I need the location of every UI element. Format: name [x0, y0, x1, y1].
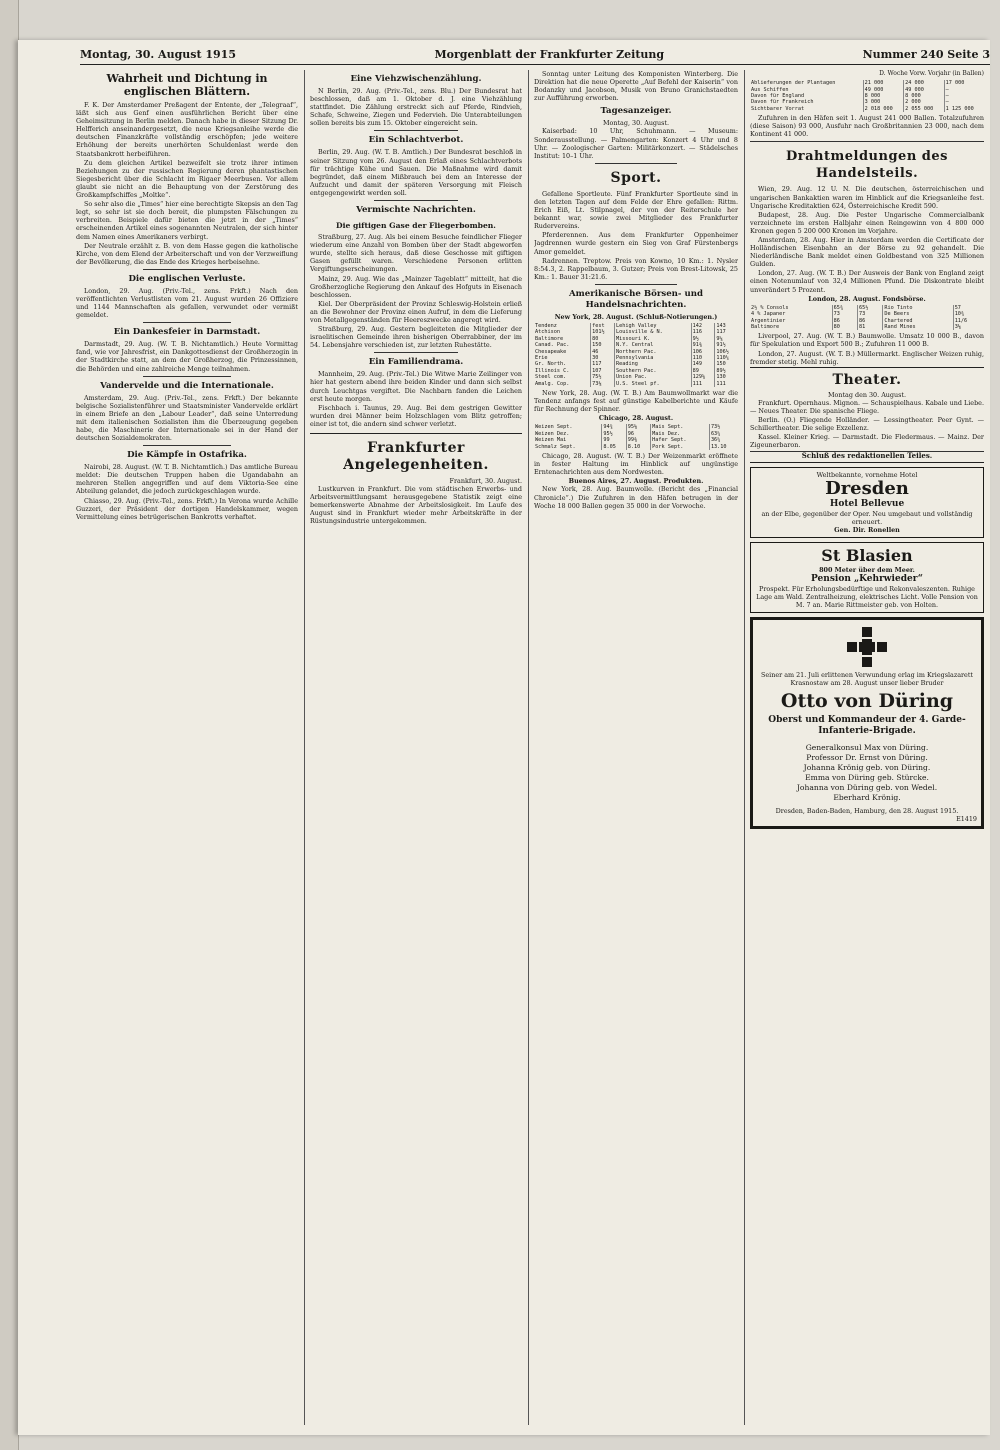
table-cell: 129⅝: [691, 374, 715, 380]
article-subtitle: Die giftigen Gase der Fliegerbomben.: [336, 221, 496, 231]
article-paragraph: Liverpool, 27. Aug. (W. T. B.) Baumwolle. Umsatz 10 000 B., davon für Spekulation und Export 500 B.; Zufuhren 11 000 B.: [750, 332, 984, 349]
ad-text: Prospekt. Für Erholungsbedürftige und Rekonvaleszenten. Ruhige Lage am Wald. Zentralheizung, elektrisches Licht. Volle Pension von M. 7 an. Marie Rittmeister geb. von Holten.: [756, 585, 978, 610]
article-paragraph: Fischbach i. Taunus, 29. Aug. Bei dem gestrigen Gewitter wurden drei Männer beim Holzschlagen vom Blitz getroffen; einer ist tot, die andern sind schwer verletzt.: [310, 403, 522, 428]
table-row: [750, 87, 984, 93]
table-cell: 110: [691, 355, 715, 361]
section-title: Vermischte Nachrichten.: [356, 205, 476, 216]
obit-mourner: Johanna Krönig geb. von Düring.: [803, 763, 931, 773]
article-paragraph: London, 27. August. (W. T. B.) Müllermarkt. Englischer Weizen ruhig, fremder stetig. Mehl ruhig.: [750, 349, 984, 366]
article-paragraph: Nairobi, 28. August. (W. T. B. Nichtamtlich.) Das amtliche Bureau meldet: Die deutschen Truppen haben die Ugandabahn an mehreren Stellen angegriffen und auf dem Viktoria-See eine Abteilung gelandet, die jedoch zurückgeschlagen wurde.: [76, 463, 298, 496]
table-cell: 30: [591, 355, 615, 361]
table-cell: 65½: [858, 305, 883, 311]
table-cell: U.S. Steel pf.: [614, 381, 691, 387]
table-cell: 89: [691, 368, 715, 374]
article-subtitle: Die Kämpfe in Ostafrika.: [127, 450, 247, 461]
table-cell: Union Pac.: [614, 374, 691, 380]
separator: [143, 445, 232, 446]
table-cell: 13.10: [709, 444, 738, 450]
table-cell: 149: [691, 361, 715, 367]
section-title: Amerikanische Börsen- und Handelsnachrichten.: [569, 288, 703, 310]
theater-listing: [750, 367, 984, 464]
ad-tagline: Weltbekannte, vornehme Hotel: [816, 471, 918, 480]
table-cell: 49 000: [904, 87, 945, 93]
dateline: London, 28. August. Fondsbörse.: [808, 294, 926, 303]
table-cell: 17 000: [944, 80, 984, 86]
table-cell: Mais Dez.: [651, 431, 710, 437]
article-paragraph: N Berlin, 29. Aug. (Priv.-Tel., zens. Blu.) Der Bundesrat hat beschlossen, daß am 1. Oktober d. J. eine Viehzählung stattfindet. Die Zählung erstreckt sich auf Pferde, Rindvieh, Schafe, Schweine, Ziegen und Federvieh. Die Unterabteilungen sollen bereits bis zum 15. Oktober eingereicht sein.: [310, 87, 522, 128]
table-cell: 106: [691, 349, 715, 355]
table-cell: Lehigh Valley: [614, 323, 691, 329]
table-cell: Argentinier: [751, 317, 786, 324]
table-cell: 117: [591, 361, 615, 367]
table-cell: Illinois C.: [535, 367, 570, 374]
article-paragraph: Der Neutrale erzählt z. B. von dem Hasse gegen die katholische Kirche, von dem Elend der Arbeiterschaft und von der Verzweiflung der Bevölkerung, die das Ende des Krieges herbeisehne.: [76, 241, 298, 266]
table-cell: 2 000: [904, 99, 945, 105]
table-cell: Tendenz: [535, 322, 557, 329]
theater-line: Berlin. (O.) Fliegende Holländer. — Lessingtheater. Peer Gynt. — Schillertheater. Die selige Exzellenz.: [750, 416, 984, 433]
table-cell: Weizen Sept.: [535, 424, 573, 431]
table-cell: 110¼: [715, 355, 738, 361]
section-title: Sport.: [610, 169, 662, 186]
table-cell: 80: [832, 324, 857, 330]
table-cell: 8.05: [602, 444, 626, 450]
column-4: [750, 70, 984, 1425]
article-paragraph: Kaiserbad: 10 Uhr, Schuhmann. — Museum: Sonderausstellung. — Palmengarten: Konzert 4 Uhr und 8 Uhr. — Zoologischer Garten: Militärkonzert. — Städelsches Institut: 10–1 Uhr.: [534, 127, 738, 160]
table-cell: Baltimore: [751, 323, 780, 330]
table-cell: 1 125 000: [944, 106, 984, 112]
article-paragraph: Pferderennen. Aus dem Frankfurter Oppenheimer Jagdrennen wurde gestern ein Sieg von Graf Fürstenbergs Amor gemeldet.: [534, 231, 738, 256]
table-cell: 3 000: [863, 99, 904, 105]
table-cell: Weizen Dez.: [535, 430, 570, 437]
article-title: Wahrheit und Dichtung in englischen Blättern.: [106, 72, 268, 98]
table-cell: 21 000: [863, 80, 904, 86]
section-title: Tagesanzeiger.: [600, 106, 672, 117]
table-cell: 89½: [715, 368, 738, 374]
table-cell: 130: [715, 374, 738, 380]
ny-stock-table: [534, 323, 738, 387]
table-cell: 9½: [691, 336, 715, 342]
table-cell: 101½: [591, 329, 615, 335]
dateline: New York, 28. August. (Schluß-Notierungen.): [554, 312, 718, 321]
article-paragraph: Zufuhren in den Häfen seit 1. August 241 000 Ballen. Totalzufuhren (diese Saison) 93 000, Ausfuhr nach Großbritannien 23 000, nach dem Kontinent 41 000.: [750, 114, 984, 139]
table-cell: Rio Tinto: [883, 305, 953, 311]
table-cell: 80: [591, 336, 615, 342]
ad-text: an der Elbe, gegenüber der Oper. Neu umgebaut und vollständig erneuert.: [761, 510, 973, 527]
table-cell: 95½: [602, 431, 626, 437]
table-cell: 46: [591, 349, 615, 355]
table-cell: 57: [953, 305, 984, 311]
dateline: Buenos Aires, 27. August. Produkten.: [568, 477, 704, 486]
article-paragraph: Lustkurven in Frankfurt. Die vom städtischen Erwerbs- und Arbeitsvermittlungsamt herausgegebene Statistik zeigt eine bemerkenswerte Abnahme der Arbeitslosigkeit. Im Laufe des August sind in Frankfurt wieder mehr Arbeitskräfte in der Rüstungsindustrie untergekommen.: [310, 485, 522, 526]
table-cell: 3⅛: [953, 324, 984, 330]
chicago-table: [534, 424, 738, 450]
table-cell: —: [944, 87, 984, 93]
article-paragraph: London, 29. Aug. (Priv.-Tel., zens. Frkft.) Nach den veröffentlichten Verlustlisten vom 21. August wurden 26 Offiziere und 1144 Mannschaften als gefallen, verwundet oder vermißt gemeldet.: [76, 286, 298, 320]
table-cell: 99: [602, 437, 626, 443]
separator: [143, 269, 232, 270]
table-cell: Amalg. Cop.: [535, 380, 570, 387]
table-cell: 150: [591, 342, 615, 348]
table-cell: 86: [858, 318, 883, 324]
table-cell: Louisville & N.: [614, 329, 691, 335]
table-cell: Reading: [614, 361, 691, 367]
table-cell: Aus Schiffen: [751, 86, 789, 93]
article-paragraph: Zu dem gleichen Artikel bezweifelt sie trotz ihrer intimen Beziehungen zu der russischen Regierung deren phantastischen Siegesbericht über die Schlacht im Rigaer Meerbusen. Vor allem glaubt sie nicht an die Behauptung von der Zerstörung des Großkampfschiffes „Moltke“.: [76, 158, 298, 200]
obit-mourner: Eberhard Krönig.: [833, 793, 901, 803]
article-paragraph: Mainz, 29. Aug. Wie das „Mainzer Tageblatt“ mitteilt, hat die Großherzogliche Regierung den Ankauf des Hofguts in Eisenach beschlossen.: [310, 274, 522, 299]
table-cell: Baltimore: [535, 335, 564, 342]
separator: [310, 433, 522, 434]
ad-altitude: 800 Meter über dem Meer.: [819, 566, 915, 575]
article-paragraph: New York, 28. Aug. Baumwolle. (Bericht des „Financial Chronicle“.) Die Zufuhren in den Häfen betrugen in der Woche 18 000 Ballen gegen 35 000 in der Vorwoche.: [534, 485, 738, 510]
table-cell: Chesapeake: [535, 348, 567, 355]
table-cell: fest: [591, 323, 615, 329]
table-cell: Steel com.: [535, 374, 567, 381]
table-cell: 2 055 000: [904, 106, 945, 112]
section-title: Drahtmeldungen des Handelsteils.: [786, 149, 948, 182]
table-cell: 81: [858, 324, 883, 330]
separator: [374, 200, 459, 201]
obit-code: E1419: [956, 815, 977, 824]
table-cell: 142: [691, 323, 715, 329]
editorial-end: Schluß des redaktionellen Teiles.: [750, 451, 984, 460]
column-rule: [528, 70, 529, 1425]
table-row: [750, 324, 984, 330]
article-subtitle: Ein Familiendrama.: [368, 357, 464, 368]
table-cell: —: [944, 93, 984, 99]
table-cell: Atchison: [535, 329, 560, 336]
table-cell: Southern Pac.: [614, 368, 691, 374]
separator: [143, 376, 232, 377]
table-cell: Rand Mines: [883, 324, 953, 330]
article-paragraph: Budapest, 28. Aug. Die Pester Ungarische Commercialbank verzeichnete im ersten Halbjahr einen Reingewinn von 4 800 000 Kronen gegen 5 200 000 Kronen im Vorjahre.: [750, 210, 984, 235]
table-cell: Schmalz Sept.: [535, 443, 576, 450]
table-cell: Northern Pac.: [614, 349, 691, 355]
table-cell: Canad. Pac.: [535, 342, 570, 349]
theater-line: Frankfurt. Opernhaus. Mignon. — Schauspielhaus. Kabale und Liebe. — Neues Theater. Die spanische Fliege.: [750, 398, 984, 415]
article-paragraph: Darmstadt, 29. Aug. (W. T. B. Nichtamtlich.) Heute Vormittag fand, wie vor Jahresfrist, ein Dankgottesdienst der Großherzogin in der Stadtkirche statt, an dem der Großherzog, die Prinzessinnen, die Behörden und eine zahlreiche Menge teilnahmen.: [76, 340, 298, 373]
london-table: [750, 305, 984, 331]
table-cell: 11/6: [953, 318, 984, 324]
table-cell: 96: [626, 431, 650, 437]
table-cell: 2½ % Consols: [751, 304, 789, 311]
obit-mourner: Professor Dr. Ernst von Düring.: [806, 753, 928, 763]
article-paragraph: Gefallene Sportleute. Fünf Frankfurter Sportleute sind in den letzten Tagen auf dem Felde der Ehre gefallen: Rittm. Erich Eiß, Lt. Stilpnagel, der von der Reiterschule her bekannt war, sowie zwei Mitglieder des Frankfurter Rudervereins.: [534, 189, 738, 231]
article-paragraph: Straßburg, 29. Aug. Gestern begleiteten die Mitglieder der israelitischen Gemeinde ihren bisherigen Oberrabbiner, der im 54. Lebensjahre verschieden ist, zur letzten Ruhestätte.: [310, 325, 522, 350]
table-cell: 36¼: [709, 437, 738, 443]
article-paragraph: Amsterdam, 29. Aug. (Priv.-Tel., zens. Frkft.) Der bekannte belgische Sozialistenführer und Staatsminister Vandervelde erklärt in einem Briefe an den „Labour Leader“, daß seine Unterredung mit dem italienischen Sozialisten ihm die Überzeugung gegeben habe, die Maschinerie der Internationale sei in der Hand der deutschen Sozialdemokraten.: [76, 393, 298, 443]
article-paragraph: Straßburg, 27. Aug. Als bei einem Besuche feindlicher Flieger wiederum eine Anzahl von Bomben über der Stadt abgeworfen wurde, stellte sich heraus, daß diese Geschosse mit giftigen Gasen gefüllt waren. Verschiedene Personen erlitten Vergiftungserscheinungen.: [310, 233, 522, 274]
ad-city: Dresden: [825, 478, 909, 500]
table-cell: Pork Sept.: [651, 444, 710, 450]
newspaper-page: [18, 40, 990, 1435]
article-paragraph: Amsterdam, 28. Aug. Hier in Amsterdam werden die Certificate der Holländischen Eisenbahn an der Börse zu 92 gehandelt. Die Niederländische Bank meldet einen Goldbestand von 325 Millionen Gulden.: [750, 235, 984, 269]
theater-title: Theater.: [832, 371, 902, 388]
table-cell: 111: [691, 381, 715, 387]
adjacent-page-edge: [0, 0, 19, 1450]
separator: [595, 163, 677, 164]
ad-owner: Gen. Dir. Ronellen: [834, 526, 900, 535]
article-paragraph: Chicago, 28. August. (W. T. B.) Der Weizenmarkt eröffnete in fester Haltung im Hinblick auf ungünstige Erntenachrichten aus dem Nordwesten.: [534, 452, 738, 477]
table-cell: 73⅛: [591, 381, 615, 387]
table-cell: 73: [832, 311, 857, 317]
table-cell: Erie: [535, 355, 548, 361]
obit-intro: Seiner am 21. Juli erlittenen Verwundung erlag im Kriegslazarett Krasnostaw am 28. August unser lieber Bruder: [761, 671, 973, 688]
obit-mourner: Emma von Düring geb. Stürcke.: [805, 773, 929, 783]
column-rule: [304, 70, 305, 1425]
column-2: [310, 70, 522, 1425]
theater-date: Montag den 30. August.: [827, 390, 907, 399]
article-paragraph: London, 27. Aug. (W. T. B.) Der Ausweis der Bank von England zeigt einen Notenumlauf von 32,4 Millionen Pfund. Die Diskontrate bleibt unverändert 5 Prozent.: [750, 269, 984, 294]
article-paragraph: F. K. Der Amsterdamer Preßagent der Entente, der „Telegraaf“, läßt sich aus Genf einen ausführlichen Bericht über eine Geheimsitzung in Berlin melden. Danach habe in dieser Sitzung Dr. Helfferich anseinandergesetzt, die neue Kriegsanleihe werde die deutschen Finanzkräfte vollständig erschöpfen; jede weitere Erhöhung der bereits unerhörten Schuldenlast werde den Staatsbankrott herbeiführen.: [76, 101, 298, 158]
article-paragraph: Mannheim, 29. Aug. (Priv.-Tel.) Die Witwe Marie Zeilinger von hier hat gestern abend ihre beiden Kinder und dann sich selbst durch Leuchtgas vergiftet. Die Nachbarn fanden die Leichen erst heute morgen.: [310, 370, 522, 403]
table-caption: D. Woche Vorw. Vorjahr (in Ballen): [879, 70, 984, 77]
obit-mourner: Johanna von Düring geb. von Wedel.: [796, 783, 938, 793]
table-cell: 117: [715, 329, 738, 335]
column-rule: [744, 70, 745, 1425]
table-cell: 4 % Japaner: [751, 311, 786, 318]
table-cell: 107: [591, 368, 615, 374]
table-cell: 106½: [715, 349, 738, 355]
page-header: [80, 44, 990, 65]
obit-place-date: Dresden, Baden-Baden, Hamburg, den 28. August 1915.: [775, 807, 959, 816]
table-cell: De Beers: [883, 311, 953, 317]
dateline: Chicago, 28. August.: [598, 414, 674, 423]
article-paragraph: Sonntag unter Leitung des Komponisten Winterberg. Die Direktion hat die neue Operette „Auf Befehl der Kaiserin“ von Bodanzky und Jacobson, Musik von Bruno Granichstaedten zur Aufführung erworben.: [534, 70, 738, 103]
table-cell: Missouri K.: [614, 336, 691, 342]
table-row: [534, 444, 738, 450]
cotton-table: [750, 80, 984, 112]
ad-pension-name: Pension „Kehrwieder“: [811, 574, 923, 585]
table-cell: 8 000: [863, 93, 904, 99]
table-cell: 94¾: [602, 424, 626, 430]
table-cell: 95⅛: [626, 424, 650, 430]
table-cell: 86: [832, 318, 857, 324]
table-cell: 143: [715, 323, 738, 329]
section-title: Frankfurter Angelegenheiten.: [343, 440, 489, 473]
ad-city: St Blasien: [821, 546, 913, 566]
table-cell: 150: [715, 361, 738, 367]
table-cell: 91½: [715, 342, 738, 348]
table-cell: —: [944, 99, 984, 105]
table-cell: 75½: [591, 374, 615, 380]
table-cell: Davon für England: [751, 92, 805, 99]
column-1: [76, 70, 298, 1425]
table-cell: 65¾: [832, 305, 857, 311]
table-cell: Davon für Frankreich: [751, 99, 814, 106]
hotel-bellevue-ad: [750, 467, 984, 538]
table-cell: Ablieferungen der Plantagen: [751, 80, 836, 87]
table-cell: Chartered: [883, 318, 953, 324]
article-subtitle: Ein Dankesfeier in Darmstadt.: [113, 327, 261, 338]
separator: [374, 130, 459, 131]
table-cell: 73: [858, 311, 883, 317]
obit-name: Otto von Düring: [780, 690, 954, 713]
table-cell: 9⅝: [715, 336, 738, 342]
table-cell: N.Y. Central: [614, 342, 691, 348]
table-cell: Pennsylvania: [614, 355, 691, 361]
separator: [750, 141, 984, 142]
iron-cross-icon: [847, 627, 887, 667]
table-cell: 73½: [709, 424, 738, 430]
dateline: Montag, 30. August.: [602, 119, 670, 128]
table-cell: Weizen Mai: [535, 437, 567, 444]
article-paragraph: Kiel. Der Oberpräsident der Provinz Schleswig-Holstein erließ an die Bewohner der Provinz einen Aufruf, in dem die Lieferung von Metallgegenständen für Heereszwecke angeregt wird.: [310, 299, 522, 324]
table-cell: 111: [715, 381, 738, 387]
table-cell: 99⅜: [626, 437, 650, 443]
article-paragraph: So sehr also die „Times“ hier eine berechtigte Skepsis an den Tag legt, so sehr ist sie doch bereit, die plumpsten Fälschungen zu verbreiten. Beispiele dafür bieten die jetzt in der „Times“ erscheinenden Artikel eines sogenannten Neutralen, der sich hinter dem Namen eines Amerikaners verbirgt.: [76, 200, 298, 241]
table-cell: 2 018 000: [863, 106, 904, 112]
table-cell: 116: [691, 329, 715, 335]
separator: [143, 322, 232, 323]
article-paragraph: Wien, 29. Aug. 12 U. N. Die deutschen, österreichischen und ungarischen Bankaktien waren im Hinblick auf die Kriegsanleihe fest. Ungarische Kreditaktien 624, Österreichische Kredit 590.: [750, 185, 984, 210]
column-3: [534, 70, 738, 1425]
article-paragraph: Chiasso, 29. Aug. (Priv.-Tel., zens. Frkft.) In Verona wurde Achille Guzzeri, der Präsident der dortigen Handelskammer, wegen Vermittelung eines betrügerischen Bankrotts verhaftet.: [76, 496, 298, 521]
pension-ad: [750, 542, 984, 613]
dateline: Frankfurt, 30. August.: [449, 477, 522, 485]
header-date: Montag, 30. August 1915: [80, 47, 236, 61]
table-cell: 10¾: [953, 311, 984, 317]
table-cell: 49 000: [863, 87, 904, 93]
article-paragraph: Berlin, 29. Aug. (W. T. B. Amtlich.) Der Bundesrat beschloß in seiner Sitzung vom 26. August den Erlaß eines Schlachtverbots für trächtige Kühe und Sauen. Die Maßnahme wird damit begründet, daß einem Mißbrauch bei dem an Interesse der Aufzucht und damit der späteren Versorgung mit Fleisch entgegengewirkt werden soll.: [310, 148, 522, 197]
article-subtitle: Die englischen Verluste.: [128, 273, 246, 284]
article-paragraph: New York, 28. Aug. (W. T. B.) Am Baumwollmarkt war die Tendenz anfangs fest auf günstige Kabelberichte und Käufe für Rechnung der Spinner.: [534, 389, 738, 414]
table-row: [750, 80, 984, 86]
table-row: [750, 99, 984, 105]
table-cell: Sichtbarer Vorrat: [751, 105, 805, 112]
table-cell: Gr. North.: [535, 361, 567, 368]
theater-line: Kassel. Kleiner Krieg. — Darmstadt. Die Fledermaus. — Mainz. Der Zigeunerbaron.: [750, 433, 984, 450]
table-cell: Hafer Sept.: [651, 437, 710, 443]
article-paragraph: Radrennen. Treptow. Preis von Kowno, 10 Km.: 1. Nysler 8:54.3, 2. Rappelbaum, 3. Gutzer; Preis von Brest-Litowsk, 25 Km.: 1. Bauer 31:21.6.: [534, 256, 738, 281]
article-title: Eine Viehzwischenzählung.: [350, 74, 482, 84]
table-cell: 63¼: [709, 431, 738, 437]
table-cell: 8 000: [904, 93, 945, 99]
article-subtitle: Ein Schlachtverbot.: [368, 135, 464, 146]
obit-rank: Oberst und Kommandeur der 4. Garde-Infanterie-Brigade.: [768, 715, 966, 737]
separator: [374, 352, 459, 353]
article-subtitle: Vandervelde und die Internationale.: [100, 380, 274, 391]
obit-mourner: Generalkonsul Max von Düring.: [805, 743, 929, 753]
obituary: [750, 617, 984, 829]
table-cell: 24 000: [904, 80, 945, 86]
header-paper-name: Morgenblatt der Frankfurter Zeitung: [434, 47, 665, 61]
header-issue: Nummer 240 Seite 3: [862, 47, 990, 61]
table-row: [534, 381, 738, 387]
table-cell: Mais Sept.: [651, 424, 710, 430]
separator: [595, 284, 677, 285]
table-cell: 8.10: [626, 444, 650, 450]
table-cell: 91⅜: [691, 342, 715, 348]
table-row: [750, 106, 984, 112]
ad-hotel-name: Hotel Bellevue: [829, 499, 905, 510]
